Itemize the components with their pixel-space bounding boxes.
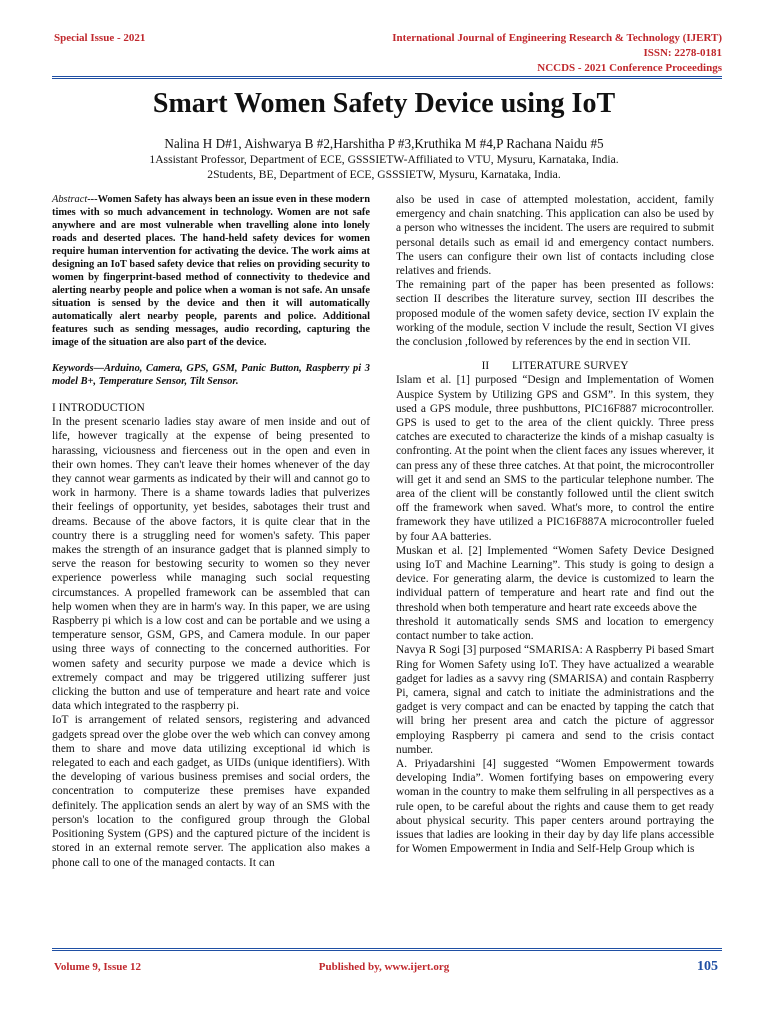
header-rule [52, 76, 722, 79]
literature-paragraph-2-cont: threshold it automatically sends SMS and location to emergency contact number to take action. [396, 615, 714, 643]
left-column [52, 193, 370, 870]
authors: Nalina H D#1, Aishwarya B #2,Harshitha P #3,Kruthika M #4,P Rachana Naidu #5 [164, 136, 604, 151]
literature-heading: II LITERATURE SURVEY [481, 360, 629, 373]
abstract [52, 193, 370, 349]
footer-rule [52, 948, 722, 951]
affiliation-1: 1Assistant Professor, Department of ECE, GSSSIETW-Affiliated to VTU, Mysuru, Karnataka, India. [149, 153, 619, 166]
right-column [396, 193, 714, 856]
intro-paragraph-1: In the present scenario ladies stay aware of men inside and out of life, however tragically at the expense of being presented to harassing, viciousness and fierceness out in the open and even in their own homes. They can't leave their homes whenever of the day they cannot wear garments as indicated by their will and cannot go to work in harmony. There is a shame towards ladies that pulverizes their feelings of opportunity, yet besides, sabotages their trust and dreams. Because of the above factors, it is quite clear that in the country there is a struggling need for women's safety. This paper makes the strength of an insurance gadget that is planned simply to serve the reason for bestowing security to women so they never experience powerless while managing such social requesting circumstances. A propelled framework can be assembled that can help women when they are in harm's way. In this paper, we are using Raspberry pi which is a low cost and can be portable and we using a temperature sensor, GSM, GPS, and Camera module. In our paper using three ways of connecting to the concerned authorities. For women safety and security purpose we made a device which is extremely compact and may be triggered utilizing sufferer just clicking the button and use of temperature and heart rate and voice data which integrated to the raspberry pi. [52, 416, 370, 713]
literature-paragraph-2: Muskan et al. [2] Implemented “Women Safety Device Designed using IoT and Machine Learning”. This study is going to design a device. For generating alarm, the device is customized to learn the individual pattern of temperature and heart rate and find out the threshold when both temperature and heart rate exceeds above the [396, 544, 714, 614]
publisher-link[interactable]: Published by, www.ijert.org [318, 961, 450, 973]
conference-proceedings: NCCDS - 2021 Conference Proceedings [537, 62, 722, 74]
keywords: Keywords—Arduino, Camera, GPS, GSM, Panic Button, Raspberry pi 3 model B+, Temperature Sensor, Tilt Sensor. [52, 363, 370, 387]
volume-issue: Volume 9, Issue 12 [54, 961, 141, 973]
literature-paragraph-1: Islam et al. [1] purposed “Design and Implementation of Women Auspice System by Utilizing GPS and GSM”. In this system, they used a GPS module, three pushbuttons, PIC16F887 microcontroller. GPS is used to get to the area of the client quickly. Three press catches are executed to characterize the kinds of a mishap casualty is confronting. At the point when the client faces any issues wherever, it can press any of these three catches. At that point, the microcontroller will get it and send an SMS to the particular telephone number. The area of the client will be constantly followed until the client switch off the framework when saved. What's more, to control the entire framework they have utilized a PIC16F887A microcontroller fueled by four AA batteries. [396, 374, 714, 543]
journal-header [392, 31, 722, 76]
right-paragraph-1: also be used in case of attempted molestation, accident, family emergency and chain snatching. This application can also be used by a person who witnesses the incident. The users are required to submit personal details such as email id and emergency contact numbers. The users can configure their own list of contacts including close relatives and friends. [396, 194, 714, 278]
abstract-text: ---Women Safety has always been an issue even in these modern times with so much advancement in technology. Women are not safe anywhere and are most vulnerable when travelling alone into lonely roads and deserted places. The hand-held safety devices for women require human intervention for activating the device. The work aims at designing an IoT based safety device that relies on providing security to women by fingerprint-based method of connectivity to thedevice and alerting nearby people and police when a woman is not safe. An unsafe situation is sensed by the device and then it will automatically automatically alert nearby people, parents and police. Additional features such as sending messages, audio recording, capturing the image of the situation are also part of the device. [52, 194, 370, 348]
intro-paragraph-2: IoT is arrangement of related sensors, registering and advanced gadgets spread over the globe over the web which can convey among them to share and move data utilizing exceptional id which is relegated to each and each gadget, as UIDs (unique identifiers). With the developing of various business premises and social orders, the concentration to computerize these premises have expanded definitely. The application sends an alert by way of an SMS with the person's location to the configured group through the Global Positioning System (GPS) and the captured picture of the incident is stored in an external remote server. The application also makes a phone call to one of the managed contacts. It can [52, 714, 370, 869]
journal-name: International Journal of Engineering Research & Technology (IJERT) [392, 32, 722, 44]
right-paragraph-2: The remaining part of the paper has been presented as follows: section II describes the literature survey, section III describes the proposed module of the women safety device, section IV explain the working of the module, section V include the result, Section VI gives the conclusion ,followed by references by the end in section VII. [396, 279, 714, 349]
intro-heading: I INTRODUCTION [52, 402, 145, 414]
special-issue-label: Special Issue - 2021 [54, 32, 146, 44]
affiliation-2: 2Students, BE, Department of ECE, GSSSIETW, Mysuru, Karnataka, India. [207, 168, 561, 181]
paper-title: Smart Women Safety Device using IoT [152, 88, 616, 119]
issn: ISSN: 2278-0181 [643, 47, 722, 59]
abstract-label: Abstract [52, 194, 88, 205]
page-number: 105 [697, 959, 718, 974]
literature-paragraph-3: Navya R Sogi [3] purposed “SMARISA: A Raspberry Pi based Smart Ring for Women Safety using IoT. They have actualized a wearable gadget for ladies as a savvy ring (SMARISA) and contain Raspberry Pi, camera, signal and catch to initiate the administrations and the gadget is very compact and can be enacted by tapping the catch that will bring her present area and catch the picture of aggressor employing Raspberry pi camera and send to the crisis contact number. [396, 644, 714, 756]
literature-paragraph-4: A. Priyadarshini [4] suggested “Women Empowerment towards developing India”. Women fortifying bases on empowering every woman in the country to make them selfruling in all perspectives as a rule open, to be careful about the rights and cause them to get ready about physical security. This paper centers around portraying the issues that ladies are looking in their day by day life plans accessible for Women Empowerment in India and Self-Help Group which is [396, 757, 714, 856]
